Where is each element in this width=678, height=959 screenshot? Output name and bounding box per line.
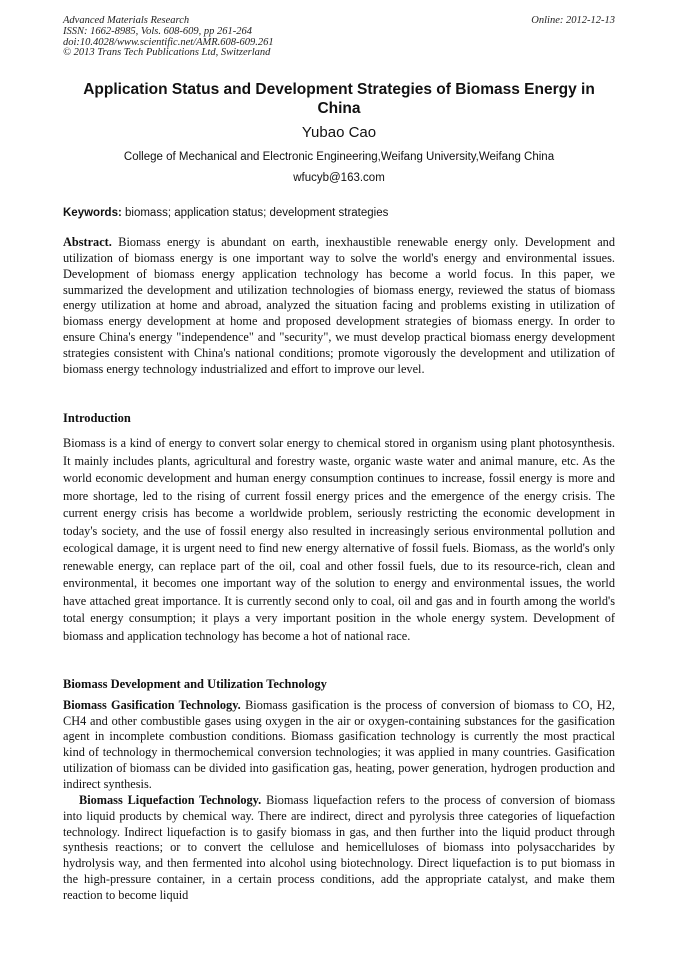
keywords-text: biomass; application status; development strategies [125,207,389,219]
gasification-text: Biomass gasification is the process of conversion of biomass to CO, H2, CH4 and other combustible gases using oxygen in the air or oxygen-containing substances for the gasification agent in incomplete combustion conditions. Biomass gasification technology is currently the most practical kind of technology in thermochemical conversion technologies; it was applied in many countries. Gasification utilization of biomass can be divided into gasification gas, heating, power generation, hydrogen production and indirect synthesis. [63,698,615,791]
author-name: Yubao Cao [301,124,377,141]
abstract [63,235,615,378]
gasification-paragraph [63,698,615,792]
keywords-label: Keywords: [63,207,122,219]
liquefaction-label: Biomass Liquefaction Technology. [79,793,262,807]
paper-title: Application Status and Development Strategies of Biomass Energy in China [83,81,595,117]
copyright-line: © 2013 Trans Tech Publications Ltd, Switzerland [63,47,271,59]
journal-name: Advanced Materials Research [63,15,190,26]
abstract-text: Biomass energy is abundant on earth, inexhaustible renewable energy only. Development and utilization of biomass energy is one important way to solve the world's energy and environmental issues. Development of biomass energy application technology has become a world focus. In this paper, we summarized the development and utilization technologies of biomass energy, reviewed the status of biomass energy utilization at home and abroad, analyzed the situation facing and problems existing in utilization of biomass energy development at home and proposed development strategies of biomass energy. In order to ensure China's energy "independence" and "security", we must develop practical biomass energy development strategies consistent with China's national conditions; promote vigorously the development and utilization of biomass energy technology industrialized and effort to improve our level. [63,235,615,376]
author-affiliation: College of Mechanical and Electronic Engineering,Weifang University,Weifang China [123,151,555,163]
gasification-label: Biomass Gasification Technology. [63,698,241,712]
issn-line: ISSN: 1662-8985, Vols. 608-609, pp 261-264 [63,25,252,37]
section-heading: Biomass Development and Utilization Technology [63,677,327,691]
introduction-paragraph: Biomass is a kind of energy to convert solar energy to chemical stored in organism using plant photosynthesis. It mainly includes plants, agricultural and forestry waste, organic waste water and animal manure, etc. As the world economic development and human energy consumption continues to increase, fossil energy is more and more shortage, led to the rising of current fossil energy prices and the emergence of the energy crisis. The current energy crisis has become a worldwide problem, seriously restricting the economic development in today's society, and the use of fossil energy also resulted in increasingly serious environmental pollution and ecological damage, it is urgent need to find new energy alternative of fossil fuels. Biomass, as the world's only renewable energy, can replace part of the oil, coal and other fossil fuels, due to its resource-rich, clean and environmental, it becomes one important way of the solution to energy and environmental issues, the world have attached great importance. It is currently second only to coal, oil and gas and in fourth among the world's total energy consumption; it plays a very important position in the whole energy system. Development of biomass and application technology has become a hot of national race. [63,436,615,644]
introduction-heading: Introduction [63,411,131,425]
keywords [63,206,615,221]
liquefaction-paragraph [63,793,615,904]
journal-header [63,16,615,59]
liquefaction-text: Biomass liquefaction refers to the process of conversion of biomass into liquid products by chemical way. There are indirect, direct and pyrolysis three categories of liquefaction technology. Indirect liquefaction is to gasify biomass in gas, and then further into the liquid product through synthesis reactions; or to convert the cellulose and hemicelluloses of biomass into polysaccharides by hydrolysis way, and then fermented into alcohol using biotechnology. Direct liquefaction is to put biomass in the high-pressure container, in a certain process conditions, add the appropriate catalyst, and make them reaction to become liquid [63,793,616,902]
doi-line: doi:10.4028/www.scientific.net/AMR.608-609.261 [63,36,274,48]
abstract-label: Abstract. [63,235,112,249]
online-date: Online: 2012-12-13 [531,15,615,26]
author-email: wfucyb@163.com [293,172,385,184]
